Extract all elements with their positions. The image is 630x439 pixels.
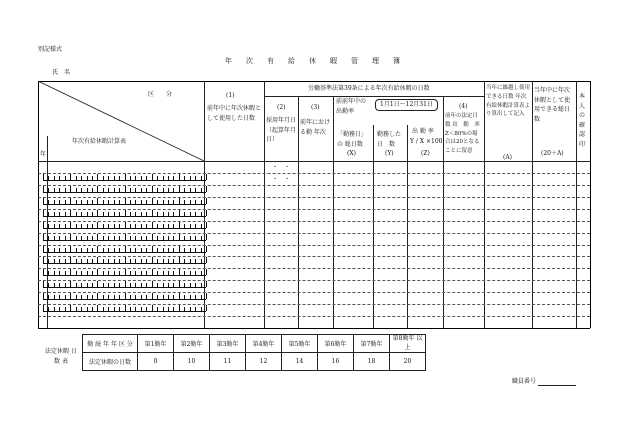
colC-text: 本人の確認印 bbox=[579, 93, 586, 148]
day-tick-scale bbox=[43, 198, 206, 206]
summary-table bbox=[82, 334, 429, 371]
rate-text: 出 勤 率 bbox=[412, 128, 434, 135]
summary-row-days bbox=[83, 353, 426, 371]
days-cell: 20 bbox=[390, 353, 426, 371]
header-year: 年 bbox=[40, 151, 47, 158]
year-cell: 第4勤年 bbox=[246, 335, 282, 353]
col4-text: 前年の法定日数 出 勤 率 Z＜80%の場合は20となることに留意 bbox=[445, 113, 480, 155]
summary-row1-label: 勤 続 年 年 区 分 bbox=[83, 335, 138, 353]
staff-number-blank[interactable] bbox=[538, 385, 576, 386]
header-calc-table: 年次有給休暇計算表 bbox=[72, 138, 127, 145]
days-cell: 14 bbox=[282, 353, 318, 371]
name-label: 氏 名 bbox=[52, 69, 71, 76]
y-text: 勤務した 日 数 bbox=[377, 131, 402, 148]
rate-formula: Y / X ×100 bbox=[410, 138, 443, 145]
days-cell: 10 bbox=[174, 353, 210, 371]
col1-text: 前年中に年次休暇として使用した日数 bbox=[207, 105, 262, 122]
summary-row2-label: 法定休暇の日数 bbox=[83, 353, 138, 371]
days-cell: 0 bbox=[138, 353, 174, 371]
x-var: (X) bbox=[347, 150, 356, 157]
day-tick-scale bbox=[43, 222, 206, 230]
rate-num: (Z) bbox=[421, 150, 430, 157]
year-cell: 第2勤年 bbox=[174, 335, 210, 353]
colB-text: 当年中に年次休暇として使用できる総日数 bbox=[534, 87, 571, 123]
summary-row-years bbox=[83, 335, 426, 353]
page-title: 年次有給休暇管理簿 bbox=[225, 57, 414, 65]
day-tick-scale bbox=[43, 281, 206, 289]
day-tick-scale bbox=[43, 174, 206, 182]
header-category: 区 分 bbox=[148, 91, 173, 98]
colB-formula: (20＋A) bbox=[541, 150, 564, 157]
date-placeholder-dots: ・ ・ bbox=[272, 164, 291, 171]
x-text: 「勤務日」の 総日数 bbox=[337, 131, 368, 148]
staff-number bbox=[512, 378, 576, 386]
day-tick-scale bbox=[43, 246, 206, 254]
header-diagonal bbox=[38, 81, 204, 161]
year-cell: 第3勤年 bbox=[210, 335, 246, 353]
day-tick-scale bbox=[43, 234, 206, 242]
col3-text: 前年におけ る勤 年次 bbox=[300, 119, 331, 136]
days-cell: 16 bbox=[318, 353, 354, 371]
col2-num: (2) bbox=[277, 104, 286, 111]
row-divider bbox=[38, 316, 590, 317]
days-cell: 18 bbox=[354, 353, 390, 371]
staff-number-label: 職員番号 bbox=[512, 378, 537, 385]
attendance-heading: 前前年中の出勤率 bbox=[336, 98, 367, 115]
day-tick-scale bbox=[43, 210, 206, 218]
day-tick-scale bbox=[43, 269, 206, 277]
period-box: 1月1日～12月31日 bbox=[375, 99, 438, 111]
form-label: 別記様式 bbox=[38, 46, 63, 53]
year-cell: 第1勤年 bbox=[138, 335, 174, 353]
days-cell: 11 bbox=[210, 353, 246, 371]
date-placeholder-dots: ・ ・ bbox=[272, 175, 291, 183]
col3-num: (3) bbox=[311, 104, 320, 111]
col1-num: (1) bbox=[226, 92, 235, 99]
col2-text: 採用年月日（起算年月日） bbox=[266, 117, 297, 144]
days-cell: 12 bbox=[246, 353, 282, 371]
year-cell: 第6勤年 bbox=[318, 335, 354, 353]
year-cell: 第7勤年 bbox=[354, 335, 390, 353]
year-cell: 第8勤年 以 上 bbox=[390, 335, 426, 353]
day-tick-scale bbox=[43, 186, 206, 194]
col4-num: (4) bbox=[459, 103, 468, 110]
year-cell: 第5勤年 bbox=[282, 335, 318, 353]
day-tick-scale bbox=[43, 293, 206, 301]
day-tick-scale bbox=[43, 257, 206, 265]
y-var: (Y) bbox=[385, 150, 394, 157]
summary-side-label: 法定休暇 日 数 表 bbox=[45, 348, 77, 365]
colA-var: (A) bbox=[503, 154, 513, 161]
law-heading: 労働基準法第39条による年次有給休暇の日数 bbox=[308, 85, 430, 92]
day-tick-scale bbox=[43, 305, 206, 313]
colA-text: 当年に繰越し使用できる日数 年次有給休暇計算表より算出して記入 bbox=[486, 85, 531, 118]
